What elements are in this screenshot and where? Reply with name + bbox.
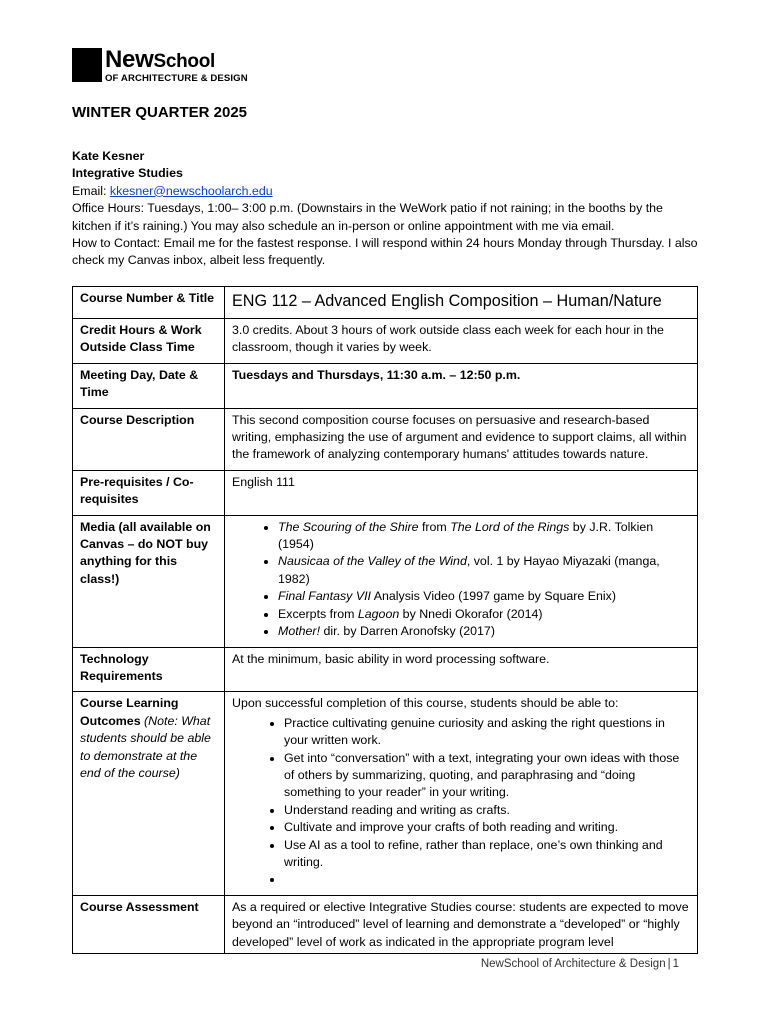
- logo-subtitle: OF ARCHITECTURE & DESIGN: [105, 73, 248, 84]
- page-footer: NewSchool of Architecture & Design | 1: [480, 958, 679, 970]
- outcomes-label: Course Learning Outcomes (Note: What students should be able to demonstrate at the end of the course): [73, 692, 225, 895]
- course-number-label: Course Number & Title: [73, 287, 225, 319]
- table-row: [73, 692, 698, 895]
- list-item: • Practice cultivating genuine curiosity and asking the right questions in your written work.: [284, 715, 690, 750]
- logo-square: [72, 48, 102, 82]
- list-item: [284, 871, 690, 888]
- table-row: [73, 895, 698, 953]
- course-info-table: [72, 286, 698, 954]
- office-hours: Office Hours: Tuesdays, 1:00– 3:00 p.m. (Downstairs in the WeWork patio if not raining; in the booths by the kitchen if it’s raining.) You may also schedule an in-person or online appointment with me via email.: [72, 201, 663, 233]
- email-link[interactable]: kkesner@newschoolarch.edu: [109, 183, 273, 198]
- logo-wordmark: NewSchool: [105, 46, 215, 73]
- prereq-label: Pre-requisites / Co-requisites: [73, 470, 225, 515]
- assessment-label: Course Assessment: [73, 895, 225, 953]
- instructor-name: Kate Kesner: [72, 149, 145, 163]
- description-label: Course Description: [73, 408, 225, 470]
- term-heading: WINTER QUARTER 2025: [72, 104, 248, 121]
- list-item: • Mother! dir. by Darren Aronofsky (2017): [278, 623, 690, 640]
- prereq-value: English 111: [225, 470, 698, 515]
- list-item: • Excerpts from Lagoon by Nnedi Okorafor (2014): [278, 606, 690, 623]
- outcomes-intro: Upon successful completion of this course, students should be able to:: [232, 696, 619, 711]
- outcomes-value: [225, 692, 698, 895]
- list-item: • Get into “conversation” with a text, integrating your own ideas with those of others by summarizing, quoting, and paraphrasing and “doing something to your reader” in your writing.: [284, 750, 690, 802]
- school-logo: [72, 48, 248, 84]
- outcomes-note: (Note: What students should be able to demonstrate at the end of the course): [80, 713, 211, 780]
- meeting-label: Meeting Day, Date & Time: [73, 363, 225, 408]
- table-row: [73, 515, 698, 647]
- list-item: • Use AI as a tool to refine, rather than replace, one’s own thinking and writing.: [284, 837, 690, 872]
- assessment-value: As a required or elective Integrative Studies course: students are expected to move beyond an “introduced” level of learning and demonstrate a “developed” or “highly developed” level of work as indicated in the appropriate program level: [225, 895, 698, 953]
- credit-label: Credit Hours & Work Outside Class Time: [73, 319, 225, 364]
- table-row: [73, 470, 698, 515]
- instructor-department: Integrative Studies: [72, 166, 183, 181]
- table-row: [73, 287, 698, 319]
- media-label: Media (all available on Canvas – do NOT buy anything for this class!): [73, 515, 225, 647]
- media-list: [232, 519, 690, 641]
- course-number-value: ENG 112 – Advanced English Composition – Human/Nature: [225, 287, 698, 319]
- list-item: • Cultivate and improve your crafts of both reading and writing.: [284, 819, 690, 836]
- media-value: [225, 515, 698, 647]
- credit-value: 3.0 credits. About 3 hours of work outside class each week for each hour in the classroom, though it varies by week.: [225, 319, 698, 364]
- list-item: • Nausicaa of the Valley of the Wind, vol. 1 by Hayao Miyazaki (manga, 1982): [278, 553, 690, 588]
- table-row: [73, 647, 698, 692]
- table-row: [73, 319, 698, 364]
- description-value: This second composition course focuses on persuasive and research-based writing, emphasizing the use of argument and evidence to support claims, all within the framework of analyzing contemporary humans' attitudes towards nature.: [225, 408, 698, 470]
- table-row: [73, 408, 698, 470]
- list-item: • Understand reading and writing as crafts.: [284, 802, 690, 819]
- how-to-contact: How to Contact: Email me for the fastest response. I will respond within 24 hours Monday through Thursday. I also check my Canvas inbox, albeit less frequently.: [72, 236, 698, 268]
- page-number: 1: [672, 958, 679, 970]
- tech-label: Technology Requirements: [73, 647, 225, 692]
- list-item: • The Scouring of the Shire from The Lord of the Rings by J.R. Tolkien (1954): [278, 519, 690, 554]
- table-row: [73, 363, 698, 408]
- meeting-value: Tuesdays and Thursdays, 11:30 a.m. – 12:50 p.m.: [225, 363, 698, 408]
- email-line: Email: kkesner@newschoolarch.edu: [72, 183, 273, 198]
- outcomes-list: [232, 715, 690, 889]
- instructor-contact: [72, 148, 700, 270]
- list-item: • Final Fantasy VII Analysis Video (1997 game by Square Enix): [278, 588, 690, 605]
- tech-value: At the minimum, basic ability in word processing software.: [225, 647, 698, 692]
